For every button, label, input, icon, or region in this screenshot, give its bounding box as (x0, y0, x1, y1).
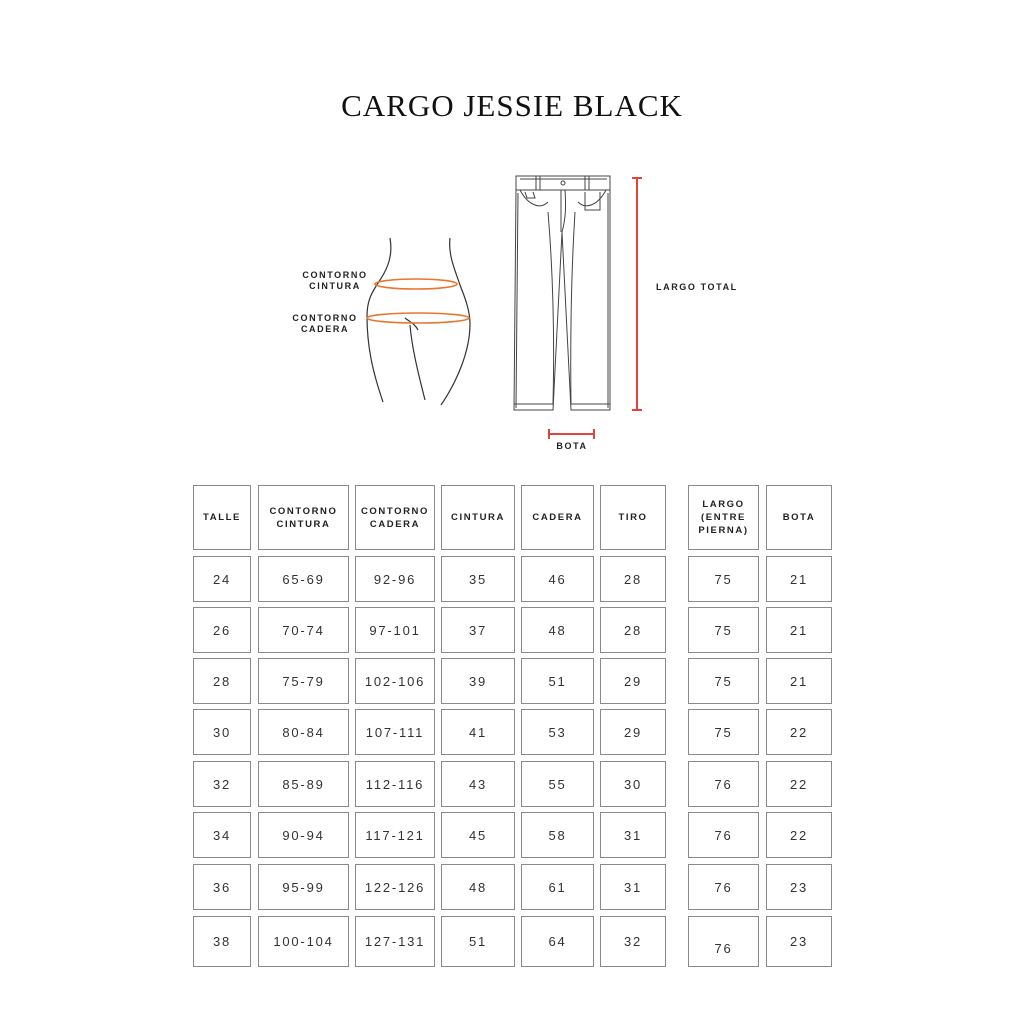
cell-cintura: 35 (441, 556, 515, 602)
cell-cadera: 58 (521, 812, 594, 858)
cell-tiro: 31 (600, 812, 666, 858)
cell-bota: 22 (766, 812, 832, 858)
cell-contorno-cintura: 95-99 (258, 864, 349, 910)
cell-tiro: 28 (600, 607, 666, 653)
cell-cadera: 61 (521, 864, 594, 910)
cell-largo: 75 (688, 556, 759, 602)
cell-cadera: 55 (521, 761, 594, 807)
header-cadera: CADERA (521, 485, 594, 550)
cell-contorno-cadera: 97-101 (355, 607, 435, 653)
cell-bota: 22 (766, 761, 832, 807)
label-contorno-cadera: CONTORNO CADERA (292, 313, 358, 334)
cell-cadera: 46 (521, 556, 594, 602)
header-largo: LARGO (ENTRE PIERNA) (688, 485, 759, 550)
cell-tiro: 31 (600, 864, 666, 910)
cell-contorno-cadera: 117-121 (355, 812, 435, 858)
header-talle: TALLE (193, 485, 251, 550)
cell-contorno-cintura: 90-94 (258, 812, 349, 858)
measurement-illustration (0, 0, 1024, 460)
cell-cintura: 43 (441, 761, 515, 807)
pants-icon (514, 176, 610, 410)
hip-measure-icon (367, 313, 469, 323)
cell-talle: 26 (193, 607, 251, 653)
cell-contorno-cadera: 107-111 (355, 709, 435, 755)
cell-cadera: 53 (521, 709, 594, 755)
label-largo-total: LARGO TOTAL (656, 282, 738, 292)
cell-bota: 21 (766, 556, 832, 602)
cell-tiro: 32 (600, 916, 666, 967)
cell-bota: 22 (766, 709, 832, 755)
cell-contorno-cintura: 80-84 (258, 709, 349, 755)
page-title: CARGO JESSIE BLACK (341, 88, 683, 123)
label-contorno-cintura: CONTORNO CINTURA (302, 270, 368, 291)
cell-contorno-cintura: 70-74 (258, 607, 349, 653)
header-contorno-cintura: CONTORNO CINTURA (258, 485, 349, 550)
cell-cadera: 51 (521, 658, 594, 704)
cell-talle: 32 (193, 761, 251, 807)
header-tiro: TIRO (600, 485, 666, 550)
cell-contorno-cadera: 102-106 (355, 658, 435, 704)
cell-cintura: 41 (441, 709, 515, 755)
cell-largo: 76 (688, 761, 759, 807)
cell-bota: 21 (766, 607, 832, 653)
label-bota: BOTA (556, 441, 588, 451)
cell-bota: 23 (766, 916, 832, 967)
cell-talle: 38 (193, 916, 251, 967)
header-contorno-cadera: CONTORNO CADERA (355, 485, 435, 550)
cell-bota: 21 (766, 658, 832, 704)
cell-largo: 76 (688, 812, 759, 858)
cell-largo: 75 (688, 709, 759, 755)
cell-cintura: 51 (441, 916, 515, 967)
cell-contorno-cadera: 122-126 (355, 864, 435, 910)
cell-cintura: 45 (441, 812, 515, 858)
cell-largo: 75 (688, 607, 759, 653)
cell-talle: 24 (193, 556, 251, 602)
cell-cintura: 39 (441, 658, 515, 704)
cell-talle: 30 (193, 709, 251, 755)
cell-largo: 76 (688, 864, 759, 910)
cell-contorno-cadera: 92-96 (355, 556, 435, 602)
cell-talle: 36 (193, 864, 251, 910)
largo-total-measure-icon (632, 178, 642, 410)
bota-measure-icon (549, 429, 594, 439)
cell-largo: 76 (688, 916, 759, 967)
cell-tiro: 28 (600, 556, 666, 602)
cell-cadera: 48 (521, 607, 594, 653)
cell-cintura: 48 (441, 864, 515, 910)
cell-contorno-cintura: 85-89 (258, 761, 349, 807)
cell-cintura: 37 (441, 607, 515, 653)
cell-bota: 23 (766, 864, 832, 910)
cell-tiro: 29 (600, 709, 666, 755)
cell-largo: 75 (688, 658, 759, 704)
cell-talle: 28 (193, 658, 251, 704)
cell-tiro: 30 (600, 761, 666, 807)
header-cintura: CINTURA (441, 485, 515, 550)
cell-tiro: 29 (600, 658, 666, 704)
cell-contorno-cadera: 127-131 (355, 916, 435, 967)
cell-contorno-cadera: 112-116 (355, 761, 435, 807)
cell-contorno-cintura: 100-104 (258, 916, 349, 967)
cell-cadera: 64 (521, 916, 594, 967)
cell-talle: 34 (193, 812, 251, 858)
waist-measure-icon (375, 279, 457, 289)
cell-contorno-cintura: 75-79 (258, 658, 349, 704)
header-bota: BOTA (766, 485, 832, 550)
cell-contorno-cintura: 65-69 (258, 556, 349, 602)
